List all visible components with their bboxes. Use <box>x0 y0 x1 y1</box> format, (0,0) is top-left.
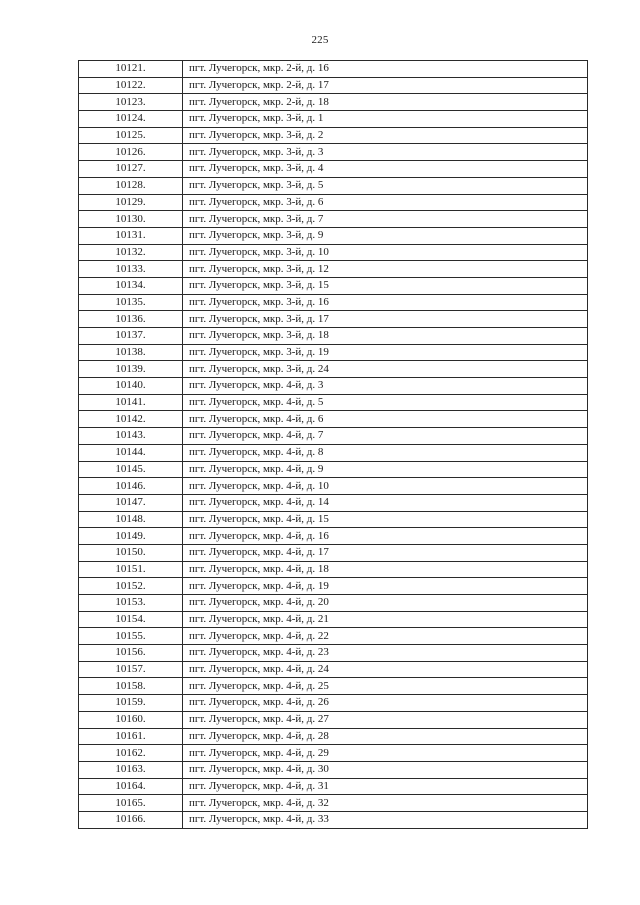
table-row <box>79 194 588 211</box>
table-row <box>79 678 588 695</box>
page-number: 225 <box>311 34 329 46</box>
table-row <box>79 511 588 528</box>
table-row <box>79 444 588 461</box>
address-cell: пгт. Лучегорск, мкр. 4-й, д. 7 <box>183 428 588 445</box>
entry-number-cell: 10135. <box>79 294 183 311</box>
table-row <box>79 61 588 78</box>
address-cell: пгт. Лучегорск, мкр. 3-й, д. 10 <box>183 244 588 261</box>
table-row <box>79 77 588 94</box>
table-row <box>79 294 588 311</box>
entry-number-cell: 10132. <box>79 244 183 261</box>
entry-number-cell: 10129. <box>79 194 183 211</box>
address-cell: пгт. Лучегорск, мкр. 4-й, д. 24 <box>183 661 588 678</box>
address-cell: пгт. Лучегорск, мкр. 4-й, д. 32 <box>183 795 588 812</box>
table-row <box>79 344 588 361</box>
entry-number-cell: 10137. <box>79 328 183 345</box>
table-row <box>79 811 588 828</box>
table-row <box>79 728 588 745</box>
table-row <box>79 244 588 261</box>
address-table <box>78 60 588 829</box>
entry-number-cell: 10157. <box>79 661 183 678</box>
table-row <box>79 661 588 678</box>
entry-number-cell: 10121. <box>79 61 183 78</box>
address-cell: пгт. Лучегорск, мкр. 4-й, д. 3 <box>183 378 588 395</box>
address-cell: пгт. Лучегорск, мкр. 3-й, д. 1 <box>183 111 588 128</box>
entry-number-cell: 10141. <box>79 394 183 411</box>
address-cell: пгт. Лучегорск, мкр. 4-й, д. 19 <box>183 578 588 595</box>
entry-number-cell: 10164. <box>79 778 183 795</box>
entry-number-cell: 10138. <box>79 344 183 361</box>
table-row <box>79 628 588 645</box>
address-cell: пгт. Лучегорск, мкр. 4-й, д. 33 <box>183 811 588 828</box>
entry-number-cell: 10148. <box>79 511 183 528</box>
address-cell: пгт. Лучегорск, мкр. 4-й, д. 6 <box>183 411 588 428</box>
table-row <box>79 761 588 778</box>
address-cell: пгт. Лучегорск, мкр. 4-й, д. 8 <box>183 444 588 461</box>
address-cell: пгт. Лучегорск, мкр. 4-й, д. 23 <box>183 645 588 662</box>
address-cell: пгт. Лучегорск, мкр. 3-й, д. 6 <box>183 194 588 211</box>
entry-number-cell: 10146. <box>79 478 183 495</box>
address-cell: пгт. Лучегорск, мкр. 4-й, д. 21 <box>183 611 588 628</box>
address-table-body <box>79 61 588 829</box>
entry-number-cell: 10151. <box>79 561 183 578</box>
table-row <box>79 177 588 194</box>
table-row <box>79 94 588 111</box>
address-cell: пгт. Лучегорск, мкр. 3-й, д. 4 <box>183 161 588 178</box>
address-cell: пгт. Лучегорск, мкр. 3-й, д. 15 <box>183 277 588 294</box>
entry-number-cell: 10133. <box>79 261 183 278</box>
entry-number-cell: 10145. <box>79 461 183 478</box>
entry-number-cell: 10136. <box>79 311 183 328</box>
address-cell: пгт. Лучегорск, мкр. 4-й, д. 5 <box>183 394 588 411</box>
table-row <box>79 144 588 161</box>
address-cell: пгт. Лучегорск, мкр. 4-й, д. 26 <box>183 695 588 712</box>
table-row <box>79 528 588 545</box>
entry-number-cell: 10127. <box>79 161 183 178</box>
entry-number-cell: 10161. <box>79 728 183 745</box>
address-cell: пгт. Лучегорск, мкр. 4-й, д. 10 <box>183 478 588 495</box>
address-cell: пгт. Лучегорск, мкр. 3-й, д. 7 <box>183 211 588 228</box>
table-row <box>79 328 588 345</box>
address-cell: пгт. Лучегорск, мкр. 4-й, д. 9 <box>183 461 588 478</box>
entry-number-cell: 10140. <box>79 378 183 395</box>
entry-number-cell: 10150. <box>79 544 183 561</box>
address-cell: пгт. Лучегорск, мкр. 3-й, д. 18 <box>183 328 588 345</box>
table-row <box>79 111 588 128</box>
entry-number-cell: 10154. <box>79 611 183 628</box>
entry-number-cell: 10130. <box>79 211 183 228</box>
address-cell: пгт. Лучегорск, мкр. 4-й, д. 14 <box>183 494 588 511</box>
table-row <box>79 745 588 762</box>
table-row <box>79 578 588 595</box>
address-cell: пгт. Лучегорск, мкр. 4-й, д. 22 <box>183 628 588 645</box>
table-row <box>79 428 588 445</box>
address-cell: пгт. Лучегорск, мкр. 3-й, д. 19 <box>183 344 588 361</box>
entry-number-cell: 10128. <box>79 177 183 194</box>
entry-number-cell: 10158. <box>79 678 183 695</box>
entry-number-cell: 10155. <box>79 628 183 645</box>
entry-number-cell: 10152. <box>79 578 183 595</box>
entry-number-cell: 10126. <box>79 144 183 161</box>
table-row <box>79 461 588 478</box>
address-cell: пгт. Лучегорск, мкр. 4-й, д. 18 <box>183 561 588 578</box>
address-cell: пгт. Лучегорск, мкр. 2-й, д. 16 <box>183 61 588 78</box>
table-row <box>79 595 588 612</box>
entry-number-cell: 10160. <box>79 711 183 728</box>
entry-number-cell: 10163. <box>79 761 183 778</box>
address-cell: пгт. Лучегорск, мкр. 3-й, д. 2 <box>183 127 588 144</box>
entry-number-cell: 10123. <box>79 94 183 111</box>
entry-number-cell: 10144. <box>79 444 183 461</box>
table-row <box>79 161 588 178</box>
table-row <box>79 411 588 428</box>
entry-number-cell: 10149. <box>79 528 183 545</box>
entry-number-cell: 10125. <box>79 127 183 144</box>
address-cell: пгт. Лучегорск, мкр. 3-й, д. 16 <box>183 294 588 311</box>
address-cell: пгт. Лучегорск, мкр. 4-й, д. 31 <box>183 778 588 795</box>
address-cell: пгт. Лучегорск, мкр. 4-й, д. 17 <box>183 544 588 561</box>
address-cell: пгт. Лучегорск, мкр. 4-й, д. 27 <box>183 711 588 728</box>
address-cell: пгт. Лучегорск, мкр. 3-й, д. 5 <box>183 177 588 194</box>
table-row <box>79 645 588 662</box>
address-cell: пгт. Лучегорск, мкр. 2-й, д. 18 <box>183 94 588 111</box>
address-cell: пгт. Лучегорск, мкр. 4-й, д. 25 <box>183 678 588 695</box>
address-cell: пгт. Лучегорск, мкр. 3-й, д. 17 <box>183 311 588 328</box>
table-row <box>79 544 588 561</box>
address-cell: пгт. Лучегорск, мкр. 4-й, д. 20 <box>183 595 588 612</box>
entry-number-cell: 10124. <box>79 111 183 128</box>
entry-number-cell: 10131. <box>79 227 183 244</box>
table-row <box>79 277 588 294</box>
entry-number-cell: 10153. <box>79 595 183 612</box>
table-row <box>79 711 588 728</box>
table-row <box>79 127 588 144</box>
address-cell: пгт. Лучегорск, мкр. 3-й, д. 24 <box>183 361 588 378</box>
table-row <box>79 611 588 628</box>
entry-number-cell: 10156. <box>79 645 183 662</box>
table-row <box>79 378 588 395</box>
address-cell: пгт. Лучегорск, мкр. 2-й, д. 17 <box>183 77 588 94</box>
entry-number-cell: 10162. <box>79 745 183 762</box>
entry-number-cell: 10122. <box>79 77 183 94</box>
table-row <box>79 211 588 228</box>
address-cell: пгт. Лучегорск, мкр. 4-й, д. 15 <box>183 511 588 528</box>
address-cell: пгт. Лучегорск, мкр. 4-й, д. 16 <box>183 528 588 545</box>
address-cell: пгт. Лучегорск, мкр. 4-й, д. 30 <box>183 761 588 778</box>
table-row <box>79 261 588 278</box>
address-cell: пгт. Лучегорск, мкр. 3-й, д. 3 <box>183 144 588 161</box>
table-row <box>79 778 588 795</box>
address-cell: пгт. Лучегорск, мкр. 4-й, д. 29 <box>183 745 588 762</box>
address-cell: пгт. Лучегорск, мкр. 3-й, д. 9 <box>183 227 588 244</box>
table-row <box>79 227 588 244</box>
entry-number-cell: 10166. <box>79 811 183 828</box>
entry-number-cell: 10159. <box>79 695 183 712</box>
address-cell: пгт. Лучегорск, мкр. 3-й, д. 12 <box>183 261 588 278</box>
entry-number-cell: 10147. <box>79 494 183 511</box>
table-row <box>79 494 588 511</box>
entry-number-cell: 10134. <box>79 277 183 294</box>
entry-number-cell: 10165. <box>79 795 183 812</box>
entry-number-cell: 10143. <box>79 428 183 445</box>
address-cell: пгт. Лучегорск, мкр. 4-й, д. 28 <box>183 728 588 745</box>
table-row <box>79 561 588 578</box>
table-row <box>79 478 588 495</box>
table-row <box>79 695 588 712</box>
table-row <box>79 795 588 812</box>
table-row <box>79 361 588 378</box>
table-row <box>79 311 588 328</box>
entry-number-cell: 10142. <box>79 411 183 428</box>
table-row <box>79 394 588 411</box>
entry-number-cell: 10139. <box>79 361 183 378</box>
